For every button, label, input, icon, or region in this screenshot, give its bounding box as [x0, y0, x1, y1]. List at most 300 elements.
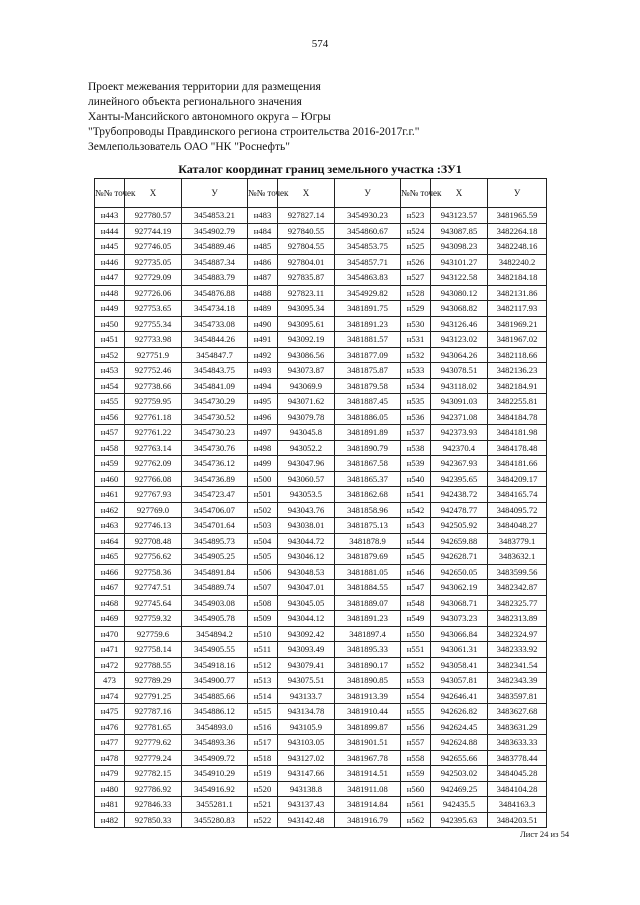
point-number-cell: н517: [248, 735, 278, 751]
x-coordinate-cell: 942370.4: [431, 440, 488, 456]
y-coordinate-cell: 3481891.89: [335, 425, 401, 441]
y-coordinate-cell: 3481858.96: [335, 502, 401, 518]
point-number-cell: н513: [248, 673, 278, 689]
x-coordinate-cell: 943068.71: [431, 595, 488, 611]
x-coordinate-cell: 943053.5: [278, 487, 335, 503]
y-coordinate-cell: 3484165.74: [488, 487, 547, 503]
x-coordinate-cell: 942469.25: [431, 781, 488, 797]
y-coordinate-cell: 3481875.13: [335, 518, 401, 534]
point-number-cell: н461: [95, 487, 125, 503]
x-coordinate-cell: 942626.82: [431, 704, 488, 720]
x-coordinate-cell: 943126.46: [431, 316, 488, 332]
point-number-cell: н531: [401, 332, 431, 348]
x-header: X: [125, 179, 182, 208]
point-number-cell: н493: [248, 363, 278, 379]
point-number-cell: н445: [95, 239, 125, 255]
y-coordinate-cell: 3454900.77: [182, 673, 248, 689]
point-number-cell: н536: [401, 409, 431, 425]
x-coordinate-cell: 943095.61: [278, 316, 335, 332]
table-row: [95, 285, 547, 301]
x-coordinate-cell: 943079.41: [278, 657, 335, 673]
y-coordinate-cell: 3454730.52: [182, 409, 248, 425]
point-number-cell: н474: [95, 688, 125, 704]
coordinates-table: [94, 178, 547, 828]
y-coordinate-cell: 3454844.26: [182, 332, 248, 348]
x-coordinate-cell: 927745.64: [125, 595, 182, 611]
x-coordinate-cell: 927762.09: [125, 456, 182, 472]
y-coordinate-cell: 3484045.28: [488, 766, 547, 782]
y-coordinate-cell: 3454887.34: [182, 254, 248, 270]
y-coordinate-cell: 3454902.79: [182, 223, 248, 239]
table-row: [95, 657, 547, 673]
x-coordinate-cell: 943073.87: [278, 363, 335, 379]
x-coordinate-cell: 927755.34: [125, 316, 182, 332]
x-coordinate-cell: 943092.19: [278, 332, 335, 348]
y-coordinate-cell: 3481890.79: [335, 440, 401, 456]
x-coordinate-cell: 943047.96: [278, 456, 335, 472]
y-coordinate-cell: 3454706.07: [182, 502, 248, 518]
x-coordinate-cell: 927729.09: [125, 270, 182, 286]
y-coordinate-cell: 3482342.87: [488, 580, 547, 596]
header-line: Землепользователь ОАО "НК "Роснефть": [88, 141, 290, 153]
point-number-cell: н460: [95, 471, 125, 487]
point-number-cell: н463: [95, 518, 125, 534]
x-coordinate-cell: 927781.65: [125, 719, 182, 735]
x-coordinate-cell: 927766.08: [125, 471, 182, 487]
y-coordinate-cell: 3481890.85: [335, 673, 401, 689]
point-number-cell: н549: [401, 611, 431, 627]
x-coordinate-cell: 927758.36: [125, 564, 182, 580]
y-coordinate-cell: 3455281.1: [182, 797, 248, 813]
x-coordinate-cell: 943045.05: [278, 595, 335, 611]
x-coordinate-cell: 943038.01: [278, 518, 335, 534]
y-coordinate-cell: 3481914.84: [335, 797, 401, 813]
y-coordinate-cell: 3481887.45: [335, 394, 401, 410]
point-number-cell: н518: [248, 750, 278, 766]
point-number-cell: н558: [401, 750, 431, 766]
x-coordinate-cell: 927758.14: [125, 642, 182, 658]
y-coordinate-cell: 3454723.47: [182, 487, 248, 503]
x-coordinate-cell: 943047.01: [278, 580, 335, 596]
y-coordinate-cell: 3484104.28: [488, 781, 547, 797]
table-row: [95, 704, 547, 720]
point-number-cell: н502: [248, 502, 278, 518]
point-number-cell: н458: [95, 440, 125, 456]
point-number-cell: н535: [401, 394, 431, 410]
point-number-cell: н534: [401, 378, 431, 394]
x-coordinate-cell: 942624.45: [431, 719, 488, 735]
point-number-cell: н479: [95, 766, 125, 782]
x-coordinate-cell: 943118.02: [431, 378, 488, 394]
point-number-cell: н503: [248, 518, 278, 534]
point-number-cell: н509: [248, 611, 278, 627]
y-coordinate-cell: 3481891.23: [335, 611, 401, 627]
x-coordinate-cell: 927738.66: [125, 378, 182, 394]
x-coordinate-cell: 927767.93: [125, 487, 182, 503]
point-number-cell: н489: [248, 301, 278, 317]
x-coordinate-cell: 943147.66: [278, 766, 335, 782]
y-coordinate-cell: 3484163.3: [488, 797, 547, 813]
x-coordinate-cell: 942371.08: [431, 409, 488, 425]
x-coordinate-cell: 943087.85: [431, 223, 488, 239]
point-number-cell: н541: [401, 487, 431, 503]
x-coordinate-cell: 927753.65: [125, 301, 182, 317]
point-number-cell: н507: [248, 580, 278, 596]
x-coordinate-cell: 927746.13: [125, 518, 182, 534]
x-coordinate-cell: 927763.14: [125, 440, 182, 456]
x-coordinate-cell: 942395.63: [431, 812, 488, 828]
point-number-cell: н495: [248, 394, 278, 410]
y-coordinate-cell: 3484203.51: [488, 812, 547, 828]
point-number-cell: н465: [95, 549, 125, 565]
x-coordinate-cell: 943069.9: [278, 378, 335, 394]
table-row: [95, 332, 547, 348]
x-coordinate-cell: 943079.78: [278, 409, 335, 425]
point-number-cell: н512: [248, 657, 278, 673]
y-coordinate-cell: 3454736.89: [182, 471, 248, 487]
x-coordinate-cell: 927726.06: [125, 285, 182, 301]
y-coordinate-cell: 3454889.74: [182, 580, 248, 596]
x-coordinate-cell: 927835.87: [278, 270, 335, 286]
x-coordinate-cell: 943043.76: [278, 502, 335, 518]
y-coordinate-cell: 3482248.16: [488, 239, 547, 255]
point-number-cell: н487: [248, 270, 278, 286]
x-coordinate-cell: 943048.53: [278, 564, 335, 580]
x-coordinate-cell: 927780.57: [125, 208, 182, 224]
point-number-cell: н453: [95, 363, 125, 379]
y-coordinate-cell: 3481965.59: [488, 208, 547, 224]
y-coordinate-cell: 3481865.37: [335, 471, 401, 487]
point-number-cell: н471: [95, 642, 125, 658]
y-coordinate-cell: 3454916.92: [182, 781, 248, 797]
table-header-row: [95, 179, 547, 208]
x-coordinate-cell: 942373.93: [431, 425, 488, 441]
x-coordinate-cell: 943086.56: [278, 347, 335, 363]
y-coordinate-cell: 3483778.44: [488, 750, 547, 766]
x-coordinate-cell: 927850.33: [125, 812, 182, 828]
point-number-cell: н466: [95, 564, 125, 580]
point-number-cell: н548: [401, 595, 431, 611]
y-coordinate-cell: 3481891.75: [335, 301, 401, 317]
y-coordinate-cell: 3481897.4: [335, 626, 401, 642]
y-coordinate-cell: 3484178.48: [488, 440, 547, 456]
x-coordinate-cell: 927769.0: [125, 502, 182, 518]
point-number-header: №№ точек: [248, 179, 278, 208]
header-line: "Трубопроводы Правдинского региона строительства 2016-2017г.г.": [88, 126, 420, 138]
table-row: [95, 750, 547, 766]
y-coordinate-cell: 3482343.39: [488, 673, 547, 689]
point-number-cell: н456: [95, 409, 125, 425]
x-coordinate-cell: 943142.48: [278, 812, 335, 828]
table-row: [95, 533, 547, 549]
point-number-cell: н469: [95, 611, 125, 627]
point-number-cell: н454: [95, 378, 125, 394]
table-row: [95, 254, 547, 270]
y-coordinate-cell: 3481881.05: [335, 564, 401, 580]
x-coordinate-cell: 942650.05: [431, 564, 488, 580]
y-coordinate-cell: 3454736.12: [182, 456, 248, 472]
y-coordinate-cell: 3481877.09: [335, 347, 401, 363]
table-row: [95, 471, 547, 487]
x-coordinate-cell: 943078.51: [431, 363, 488, 379]
y-coordinate-cell: 3454841.09: [182, 378, 248, 394]
x-coordinate-cell: 942438.72: [431, 487, 488, 503]
x-coordinate-cell: 943095.34: [278, 301, 335, 317]
y-coordinate-cell: 3455280.83: [182, 812, 248, 828]
y-coordinate-cell: 3483631.29: [488, 719, 547, 735]
x-coordinate-cell: 943052.2: [278, 440, 335, 456]
point-number-cell: н557: [401, 735, 431, 751]
y-coordinate-cell: 3481910.44: [335, 704, 401, 720]
point-number-cell: н472: [95, 657, 125, 673]
x-coordinate-cell: 943062.19: [431, 580, 488, 596]
table-row: [95, 239, 547, 255]
x-coordinate-cell: 943101.27: [431, 254, 488, 270]
x-coordinate-cell: 942628.71: [431, 549, 488, 565]
table-row: [95, 797, 547, 813]
point-number-cell: н470: [95, 626, 125, 642]
point-number-cell: н559: [401, 766, 431, 782]
y-coordinate-cell: 3454857.71: [335, 254, 401, 270]
page-number: 574: [311, 38, 329, 50]
x-coordinate-cell: 943137.43: [278, 797, 335, 813]
point-number-cell: н475: [95, 704, 125, 720]
x-coordinate-cell: 943092.42: [278, 626, 335, 642]
point-number-cell: н452: [95, 347, 125, 363]
point-number-cell: н553: [401, 673, 431, 689]
y-coordinate-cell: 3482341.54: [488, 657, 547, 673]
x-coordinate-cell: 927751.9: [125, 347, 182, 363]
point-number-cell: н491: [248, 332, 278, 348]
table-row: [95, 595, 547, 611]
point-number-cell: н520: [248, 781, 278, 797]
point-number-cell: н537: [401, 425, 431, 441]
x-coordinate-cell: 942624.88: [431, 735, 488, 751]
y-coordinate-cell: 3481878.9: [335, 533, 401, 549]
point-number-cell: н539: [401, 456, 431, 472]
table-row: [95, 487, 547, 503]
x-coordinate-cell: 927747.51: [125, 580, 182, 596]
y-coordinate-cell: 3482240.2: [488, 254, 547, 270]
y-coordinate-cell: 3454863.83: [335, 270, 401, 286]
x-coordinate-cell: 927804.55: [278, 239, 335, 255]
x-coordinate-cell: 942395.65: [431, 471, 488, 487]
y-coordinate-cell: 3483779.1: [488, 533, 547, 549]
x-coordinate-cell: 943098.23: [431, 239, 488, 255]
y-coordinate-cell: 3484181.98: [488, 425, 547, 441]
x-coordinate-cell: 927779.24: [125, 750, 182, 766]
point-number-cell: н544: [401, 533, 431, 549]
y-coordinate-cell: 3454886.12: [182, 704, 248, 720]
x-coordinate-cell: 943091.03: [431, 394, 488, 410]
point-number-cell: н494: [248, 378, 278, 394]
point-number-cell: н504: [248, 533, 278, 549]
point-number-cell: н545: [401, 549, 431, 565]
x-coordinate-cell: 943122.58: [431, 270, 488, 286]
x-coordinate-cell: 943068.82: [431, 301, 488, 317]
y-coordinate-cell: 3454903.08: [182, 595, 248, 611]
point-number-cell: н488: [248, 285, 278, 301]
y-coordinate-cell: 3481916.79: [335, 812, 401, 828]
table-row: [95, 719, 547, 735]
point-number-cell: н528: [401, 285, 431, 301]
y-coordinate-cell: 3481913.39: [335, 688, 401, 704]
y-coordinate-cell: 3454733.08: [182, 316, 248, 332]
x-coordinate-cell: 943057.81: [431, 673, 488, 689]
y-coordinate-cell: 3481867.58: [335, 456, 401, 472]
table-row: [95, 642, 547, 658]
table-row: [95, 440, 547, 456]
point-number-cell: н459: [95, 456, 125, 472]
x-coordinate-cell: 927787.16: [125, 704, 182, 720]
x-coordinate-cell: 943045.8: [278, 425, 335, 441]
y-coordinate-cell: 3483633.33: [488, 735, 547, 751]
sheet-footer: Лист 24 из 54: [520, 829, 570, 839]
y-coordinate-cell: 3454930.23: [335, 208, 401, 224]
point-number-cell: н546: [401, 564, 431, 580]
table-row: [95, 735, 547, 751]
y-coordinate-cell: 3482324.97: [488, 626, 547, 642]
x-coordinate-cell: 943134.78: [278, 704, 335, 720]
y-coordinate-cell: 3454905.55: [182, 642, 248, 658]
x-coordinate-cell: 927782.15: [125, 766, 182, 782]
x-coordinate-cell: 943105.9: [278, 719, 335, 735]
point-number-cell: н533: [401, 363, 431, 379]
point-number-cell: н449: [95, 301, 125, 317]
table-row: [95, 425, 547, 441]
x-coordinate-cell: 927791.25: [125, 688, 182, 704]
y-coordinate-cell: 3454701.64: [182, 518, 248, 534]
y-header: У: [488, 179, 547, 208]
point-number-cell: н451: [95, 332, 125, 348]
x-coordinate-cell: 927746.05: [125, 239, 182, 255]
x-coordinate-cell: 927708.48: [125, 533, 182, 549]
y-coordinate-cell: 3454929.82: [335, 285, 401, 301]
header-line: линейного объекта регионального значения: [88, 96, 302, 108]
point-number-cell: н457: [95, 425, 125, 441]
point-number-cell: н532: [401, 347, 431, 363]
x-coordinate-cell: 943075.51: [278, 673, 335, 689]
x-coordinate-cell: 942367.93: [431, 456, 488, 472]
x-coordinate-cell: 943123.57: [431, 208, 488, 224]
y-coordinate-cell: 3454895.73: [182, 533, 248, 549]
point-number-cell: н481: [95, 797, 125, 813]
y-coordinate-cell: 3454730.76: [182, 440, 248, 456]
table-row: [95, 270, 547, 286]
table-row: [95, 626, 547, 642]
y-coordinate-cell: 3454885.66: [182, 688, 248, 704]
x-coordinate-cell: 927744.19: [125, 223, 182, 239]
table-row: [95, 378, 547, 394]
point-number-cell: н448: [95, 285, 125, 301]
table-row: [95, 409, 547, 425]
point-number-cell: н554: [401, 688, 431, 704]
y-coordinate-cell: 3454905.25: [182, 549, 248, 565]
point-number-cell: н515: [248, 704, 278, 720]
y-coordinate-cell: 3454889.46: [182, 239, 248, 255]
y-coordinate-cell: 3481899.87: [335, 719, 401, 735]
x-coordinate-cell: 927761.18: [125, 409, 182, 425]
x-coordinate-cell: 943080.12: [431, 285, 488, 301]
x-header: X: [431, 179, 488, 208]
y-coordinate-cell: 3482117.93: [488, 301, 547, 317]
y-coordinate-cell: 3483597.81: [488, 688, 547, 704]
x-coordinate-cell: 927733.98: [125, 332, 182, 348]
x-coordinate-cell: 943127.02: [278, 750, 335, 766]
point-number-cell: н542: [401, 502, 431, 518]
x-coordinate-cell: 943066.84: [431, 626, 488, 642]
point-number-cell: н477: [95, 735, 125, 751]
point-number-cell: н552: [401, 657, 431, 673]
point-number-cell: н496: [248, 409, 278, 425]
y-coordinate-cell: 3481967.02: [488, 332, 547, 348]
y-coordinate-cell: 3454843.75: [182, 363, 248, 379]
table-row: [95, 580, 547, 596]
point-number-cell: н526: [401, 254, 431, 270]
y-coordinate-cell: 3481881.57: [335, 332, 401, 348]
point-number-cell: н500: [248, 471, 278, 487]
point-number-cell: н543: [401, 518, 431, 534]
point-number-cell: н464: [95, 533, 125, 549]
y-coordinate-cell: 3482325.77: [488, 595, 547, 611]
table-row: [95, 223, 547, 239]
x-coordinate-cell: 927840.55: [278, 223, 335, 239]
point-number-cell: н556: [401, 719, 431, 735]
point-number-cell: н467: [95, 580, 125, 596]
point-number-cell: н524: [401, 223, 431, 239]
point-number-cell: н490: [248, 316, 278, 332]
y-coordinate-cell: 3481875.87: [335, 363, 401, 379]
y-coordinate-cell: 3454853.75: [335, 239, 401, 255]
point-number-cell: н446: [95, 254, 125, 270]
point-number-cell: н562: [401, 812, 431, 828]
y-coordinate-cell: 3481884.55: [335, 580, 401, 596]
point-number-cell: н444: [95, 223, 125, 239]
point-number-cell: н530: [401, 316, 431, 332]
y-coordinate-cell: 3481879.58: [335, 378, 401, 394]
point-number-cell: н525: [401, 239, 431, 255]
y-coordinate-cell: 3482313.89: [488, 611, 547, 627]
x-coordinate-cell: 942655.66: [431, 750, 488, 766]
point-number-cell: н551: [401, 642, 431, 658]
point-number-cell: н483: [248, 208, 278, 224]
y-coordinate-cell: 3454893.36: [182, 735, 248, 751]
point-number-cell: н462: [95, 502, 125, 518]
point-number-cell: н480: [95, 781, 125, 797]
point-number-cell: н522: [248, 812, 278, 828]
x-coordinate-cell: 942435.5: [431, 797, 488, 813]
x-coordinate-cell: 927752.46: [125, 363, 182, 379]
y-coordinate-cell: 3482118.66: [488, 347, 547, 363]
x-coordinate-cell: 927846.33: [125, 797, 182, 813]
x-coordinate-cell: 927735.05: [125, 254, 182, 270]
y-coordinate-cell: 3454853.21: [182, 208, 248, 224]
y-coordinate-cell: 3484048.27: [488, 518, 547, 534]
y-coordinate-cell: 3482184.91: [488, 378, 547, 394]
point-number-cell: н560: [401, 781, 431, 797]
point-number-cell: н447: [95, 270, 125, 286]
x-coordinate-cell: 927759.6: [125, 626, 182, 642]
x-coordinate-cell: 943064.26: [431, 347, 488, 363]
y-coordinate-cell: 3483627.68: [488, 704, 547, 720]
point-number-cell: н506: [248, 564, 278, 580]
x-coordinate-cell: 943058.41: [431, 657, 488, 673]
point-number-cell: н508: [248, 595, 278, 611]
table-row: [95, 812, 547, 828]
y-coordinate-cell: 3484181.66: [488, 456, 547, 472]
point-number-cell: н443: [95, 208, 125, 224]
point-number-cell: н516: [248, 719, 278, 735]
